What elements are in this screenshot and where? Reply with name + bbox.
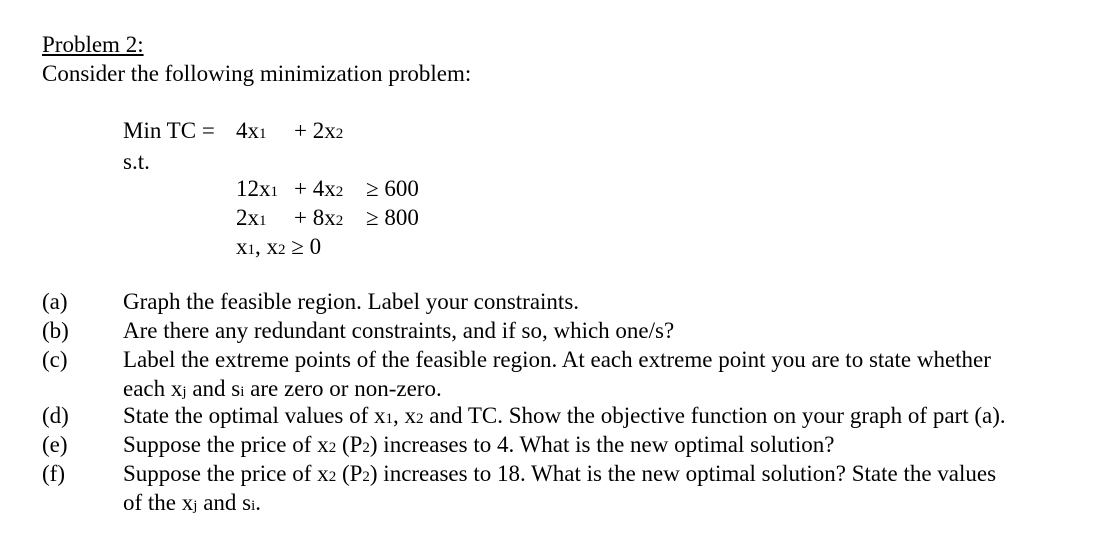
question-c-label: (c) bbox=[42, 347, 68, 372]
question-b-label: (b) bbox=[42, 318, 69, 343]
subject-to: s.t. bbox=[123, 149, 150, 174]
constraint-1-term-1: 12x1 bbox=[236, 176, 278, 201]
question-b-text: Are there any redundant constraints, and if so, which one/s? bbox=[123, 318, 675, 343]
question-c-text: Label the extreme points of the feasible region. At each extreme point you are to state whether bbox=[123, 347, 991, 372]
question-e-text: Suppose the price of x2 (P2) increases to 4. What is the new optimal solution? bbox=[123, 432, 835, 457]
question-c-text-line-2: each xj and si are zero or non-zero. bbox=[123, 376, 442, 401]
question-a-label: (a) bbox=[42, 289, 68, 314]
constraint-1-term-2: + 4x2 bbox=[294, 176, 344, 201]
question-f-text: Suppose the price of x2 (P2) increases to 18. What is the new optimal solution? State the values bbox=[123, 461, 997, 486]
constraint-2-term-1: 2x1 bbox=[236, 205, 267, 230]
problem-title: Problem 2: bbox=[42, 32, 144, 57]
question-d-label: (d) bbox=[42, 403, 69, 428]
question-a-text: Graph the feasible region. Label your constraints. bbox=[123, 289, 580, 314]
objective-term-2: + 2x2 bbox=[294, 118, 344, 143]
objective-term-1: 4x1 bbox=[236, 118, 267, 143]
nonnegativity-constraint: x1, x2 ≥ 0 bbox=[236, 234, 322, 259]
problem-intro: Consider the following minimization problem: bbox=[42, 61, 472, 86]
constraint-2-term-2: + 8x2 bbox=[294, 205, 344, 230]
question-e-label: (e) bbox=[42, 432, 68, 457]
question-f-label: (f) bbox=[42, 461, 65, 486]
question-f-text-line-2: of the xj and si. bbox=[123, 490, 262, 515]
question-d-text: State the optimal values of x1, x2 and TC. Show the objective function on your graph of part (a). bbox=[123, 403, 1006, 428]
constraint-1-rhs: ≥ 600 bbox=[366, 176, 419, 201]
constraint-2-rhs: ≥ 800 bbox=[366, 205, 419, 230]
objective-label: Min TC = bbox=[123, 118, 215, 143]
